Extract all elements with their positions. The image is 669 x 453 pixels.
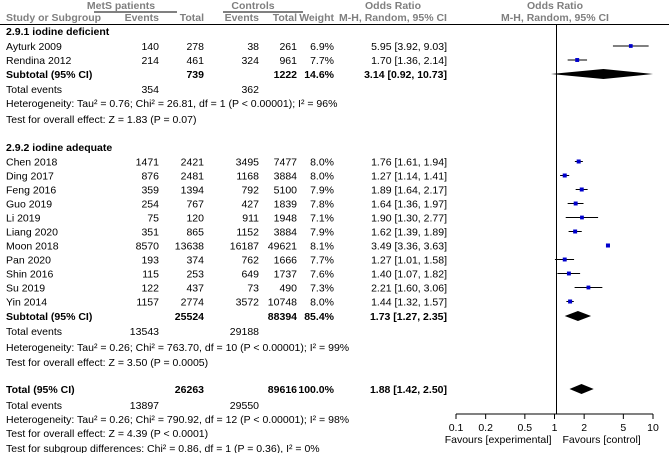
- study-marker: [574, 202, 578, 206]
- subgroup1-subtotal-weight: 14.6%: [304, 69, 334, 81]
- subgroup1-total-events-label: Total events: [6, 84, 63, 96]
- study-events1: 1157: [136, 296, 159, 309]
- overall-test: Test for overall effect: Z = 4.39 (P < 0.0001): [6, 428, 209, 440]
- study-name: Rendina 2012: [6, 55, 72, 67]
- study-total2: 10748: [267, 296, 297, 309]
- study-weight: 8.0%: [310, 296, 334, 309]
- study-total1: 767: [186, 198, 204, 211]
- study-marker: [577, 160, 581, 164]
- study-name: Feng 2016: [6, 184, 57, 197]
- study-total1: 437: [186, 282, 204, 295]
- study-total1: 865: [186, 226, 204, 239]
- study-events1: 359: [141, 184, 159, 197]
- header-group1: MetS patients: [86, 0, 156, 12]
- subgroup2-total-events-events2: 29188: [229, 326, 259, 338]
- subgroup2-subtotal-diamond: [565, 311, 591, 321]
- study-events2: 73: [247, 282, 259, 295]
- study-marker: [563, 258, 567, 262]
- study-or-ci: 1.62 [1.39, 1.89]: [371, 226, 447, 239]
- subgroup1-subtotal-total2: 1222: [273, 69, 297, 81]
- study-events2: 762: [241, 254, 259, 267]
- study-total2: 49621: [267, 240, 297, 253]
- study-or-ci: 1.44 [1.32, 1.57]: [371, 296, 447, 309]
- study-events1: 351: [141, 226, 159, 239]
- study-weight: 6.9%: [310, 41, 334, 53]
- study-total1: 278: [186, 41, 204, 53]
- study-weight: 7.7%: [310, 55, 334, 67]
- overall-total-events-events1: 13897: [129, 400, 159, 412]
- study-total1: 2421: [180, 156, 204, 169]
- study-weight: 7.8%: [310, 198, 334, 211]
- overall-total-total1: 26263: [174, 384, 204, 396]
- subgroup1-total-events-events2: 362: [241, 84, 259, 96]
- study-events2: 16187: [229, 240, 259, 253]
- study-total2: 7477: [273, 156, 297, 169]
- study-marker: [629, 44, 633, 48]
- header-total2: Total: [272, 12, 297, 24]
- x-axis-tick-label: 0.1: [448, 422, 464, 434]
- study-name: Li 2019: [6, 212, 41, 225]
- study-name: Su 2019: [6, 282, 46, 295]
- study-marker: [606, 243, 610, 247]
- header-events2: Events: [224, 12, 259, 24]
- subgroup1-subtotal-total1: 739: [186, 69, 204, 81]
- study-total1: 13638: [174, 240, 204, 253]
- header-events1: Events: [124, 12, 159, 24]
- study-name: Ayturk 2009: [6, 41, 62, 53]
- study-total2: 5100: [273, 184, 297, 197]
- subgroup2-overall-test: Test for overall effect: Z = 3.50 (P = 0.0005): [6, 357, 209, 369]
- study-marker: [573, 230, 577, 234]
- header-group2: Controls: [231, 0, 275, 12]
- study-or-ci: 1.76 [1.61, 1.94]: [371, 156, 447, 169]
- study-events1: 1471: [135, 156, 159, 169]
- study-total1: 1394: [180, 184, 204, 197]
- study-events1: 115: [142, 268, 159, 281]
- subgroup2-total-events-events1: 13543: [129, 326, 159, 338]
- overall-total-events-label: Total events: [6, 400, 63, 412]
- subgroup-title-1: 2.9.1 iodine deficient: [6, 26, 110, 38]
- study-events2: 911: [242, 212, 259, 225]
- study-events1: 140: [141, 41, 159, 53]
- x-axis-tick-label: 10: [647, 422, 659, 434]
- subgroup1-total-events-events1: 354: [141, 84, 159, 96]
- header-plot-title: Odds Ratio: [526, 0, 584, 12]
- study-events2: 792: [241, 184, 259, 197]
- study-total2: 961: [279, 55, 297, 67]
- study-total2: 3884: [273, 226, 297, 239]
- subgroup1-subtotal-label: Subtotal (95% CI): [6, 69, 93, 81]
- study-events2: 3572: [235, 296, 259, 309]
- subgroup1-heterogeneity: Heterogeneity: Tau² = 0.76; Chi² = 26.81, df = 1 (P < 0.00001); I² = 96%: [6, 98, 338, 110]
- study-total1: 2481: [180, 170, 204, 183]
- study-weight: 7.7%: [310, 254, 334, 267]
- study-events1: 876: [141, 170, 159, 183]
- study-name: Liang 2020: [6, 226, 58, 239]
- subgroup2-subtotal-total2: 88394: [267, 311, 297, 323]
- header-weight: Weight: [299, 12, 334, 24]
- study-name: Shin 2016: [6, 268, 54, 281]
- study-weight: 7.9%: [310, 184, 334, 197]
- header-plot-method: M-H, Random, 95% CI: [501, 12, 609, 24]
- study-events1: 193: [141, 254, 159, 267]
- study-total1: 374: [186, 254, 204, 267]
- study-events1: 214: [141, 55, 159, 67]
- study-events2: 324: [241, 55, 259, 67]
- overall-total-total2: 89616: [267, 384, 297, 396]
- favours-left-label: Favours [experimental]: [444, 434, 552, 446]
- study-events2: 3495: [235, 156, 259, 169]
- study-weight: 7.1%: [310, 212, 334, 225]
- subgroup2-heterogeneity: Heterogeneity: Tau² = 0.26; Chi² = 763.70, df = 10 (P < 0.00001); I² = 99%: [6, 342, 350, 354]
- study-total2: 261: [279, 41, 297, 53]
- study-or-ci: 1.64 [1.36, 1.97]: [371, 198, 447, 211]
- study-name: Chen 2018: [6, 156, 58, 169]
- study-total2: 1839: [273, 198, 297, 211]
- study-or-ci: 1.27 [1.14, 1.41]: [371, 170, 447, 183]
- subgroup-title-2: 2.9.2 iodine adequate: [6, 142, 113, 154]
- study-events2: 427: [241, 198, 259, 211]
- study-or-ci: 5.95 [3.92, 9.03]: [371, 41, 447, 53]
- study-or-ci: 1.90 [1.30, 2.77]: [371, 212, 447, 225]
- study-marker: [587, 286, 591, 290]
- subgroup2-subtotal-label: Subtotal (95% CI): [6, 311, 93, 323]
- study-or-ci: 3.49 [3.36, 3.63]: [371, 240, 447, 253]
- header-or-title: Odds Ratio: [364, 0, 422, 12]
- study-events2: 1168: [236, 170, 259, 183]
- subgroup-differences-test: Test for subgroup differences: Chi² = 0.86, df = 1 (P = 0.36), I² = 0%: [6, 443, 320, 453]
- overall-total-events-events2: 29550: [229, 400, 259, 412]
- study-events2: 649: [241, 268, 259, 281]
- study-weight: 8.1%: [310, 240, 334, 253]
- overall-total-weight: 100.0%: [298, 384, 334, 396]
- study-or-ci: 1.27 [1.01, 1.58]: [371, 254, 447, 267]
- study-events2: 1152: [236, 226, 259, 239]
- study-name: Yin 2014: [6, 296, 48, 309]
- x-axis-tick-label: 0.2: [478, 422, 493, 434]
- overall-heterogeneity: Heterogeneity: Tau² = 0.26; Chi² = 790.92, df = 12 (P < 0.00001); I² = 98%: [6, 414, 350, 426]
- study-events1: 122: [141, 282, 159, 295]
- study-marker: [575, 58, 579, 62]
- study-total2: 490: [279, 282, 297, 295]
- study-or-ci: 2.21 [1.60, 3.06]: [371, 282, 447, 295]
- study-or-ci: 1.40 [1.07, 1.82]: [371, 268, 447, 281]
- favours-right-label: Favours [control]: [562, 434, 641, 446]
- study-total1: 2774: [180, 296, 204, 309]
- study-events1: 75: [147, 212, 159, 225]
- study-name: Moon 2018: [6, 240, 59, 253]
- header-study: Study or Subgroup: [6, 12, 102, 24]
- overall-total-diamond: [570, 384, 594, 394]
- study-weight: 8.0%: [310, 156, 334, 169]
- overall-total-label: Total (95% CI): [6, 384, 75, 396]
- subgroup1-subtotal-or-ci: 3.14 [0.92, 10.73]: [364, 69, 447, 81]
- subgroup2-subtotal-weight: 85.4%: [304, 311, 334, 323]
- study-weight: 7.9%: [310, 226, 334, 239]
- study-marker: [567, 272, 571, 276]
- study-weight: 7.3%: [310, 282, 334, 295]
- study-total2: 3884: [273, 170, 297, 183]
- study-name: Guo 2019: [6, 198, 53, 211]
- subgroup2-subtotal-or-ci: 1.73 [1.27, 2.35]: [369, 311, 447, 323]
- study-total1: 461: [186, 55, 204, 67]
- study-marker: [580, 188, 584, 192]
- study-events1: 8570: [135, 240, 159, 253]
- subgroup1-overall-test: Test for overall effect: Z = 1.83 (P = 0.07): [6, 114, 197, 126]
- study-weight: 7.6%: [310, 268, 334, 281]
- x-axis-tick-label: 5: [620, 422, 627, 434]
- subgroup2-total-events-label: Total events: [6, 326, 63, 338]
- study-weight: 8.0%: [310, 170, 334, 183]
- study-total1: 253: [186, 268, 204, 281]
- x-axis-tick-label: 2: [581, 422, 588, 434]
- x-axis-tick-label: 1: [551, 422, 558, 434]
- study-or-ci: 1.89 [1.64, 2.17]: [371, 184, 447, 197]
- study-marker: [568, 300, 572, 304]
- overall-total-or-ci: 1.88 [1.42, 2.50]: [369, 384, 447, 396]
- study-total1: 120: [186, 212, 204, 225]
- study-marker: [580, 216, 584, 220]
- header-or-method: M-H, Random, 95% CI: [339, 12, 447, 24]
- study-events2: 38: [247, 41, 259, 53]
- subgroup1-subtotal-diamond: [551, 69, 653, 79]
- study-or-ci: 1.70 [1.36, 2.14]: [371, 55, 447, 67]
- study-name: Ding 2017: [6, 170, 54, 183]
- header-total1: Total: [179, 12, 204, 24]
- study-total2: 1737: [273, 268, 297, 281]
- study-name: Pan 2020: [6, 254, 51, 267]
- x-axis-tick-label: 0.5: [517, 422, 533, 434]
- study-total2: 1948: [273, 212, 297, 225]
- study-total2: 1666: [273, 254, 297, 267]
- study-marker: [563, 174, 567, 178]
- subgroup2-subtotal-total1: 25524: [174, 311, 204, 323]
- study-events1: 254: [141, 198, 159, 211]
